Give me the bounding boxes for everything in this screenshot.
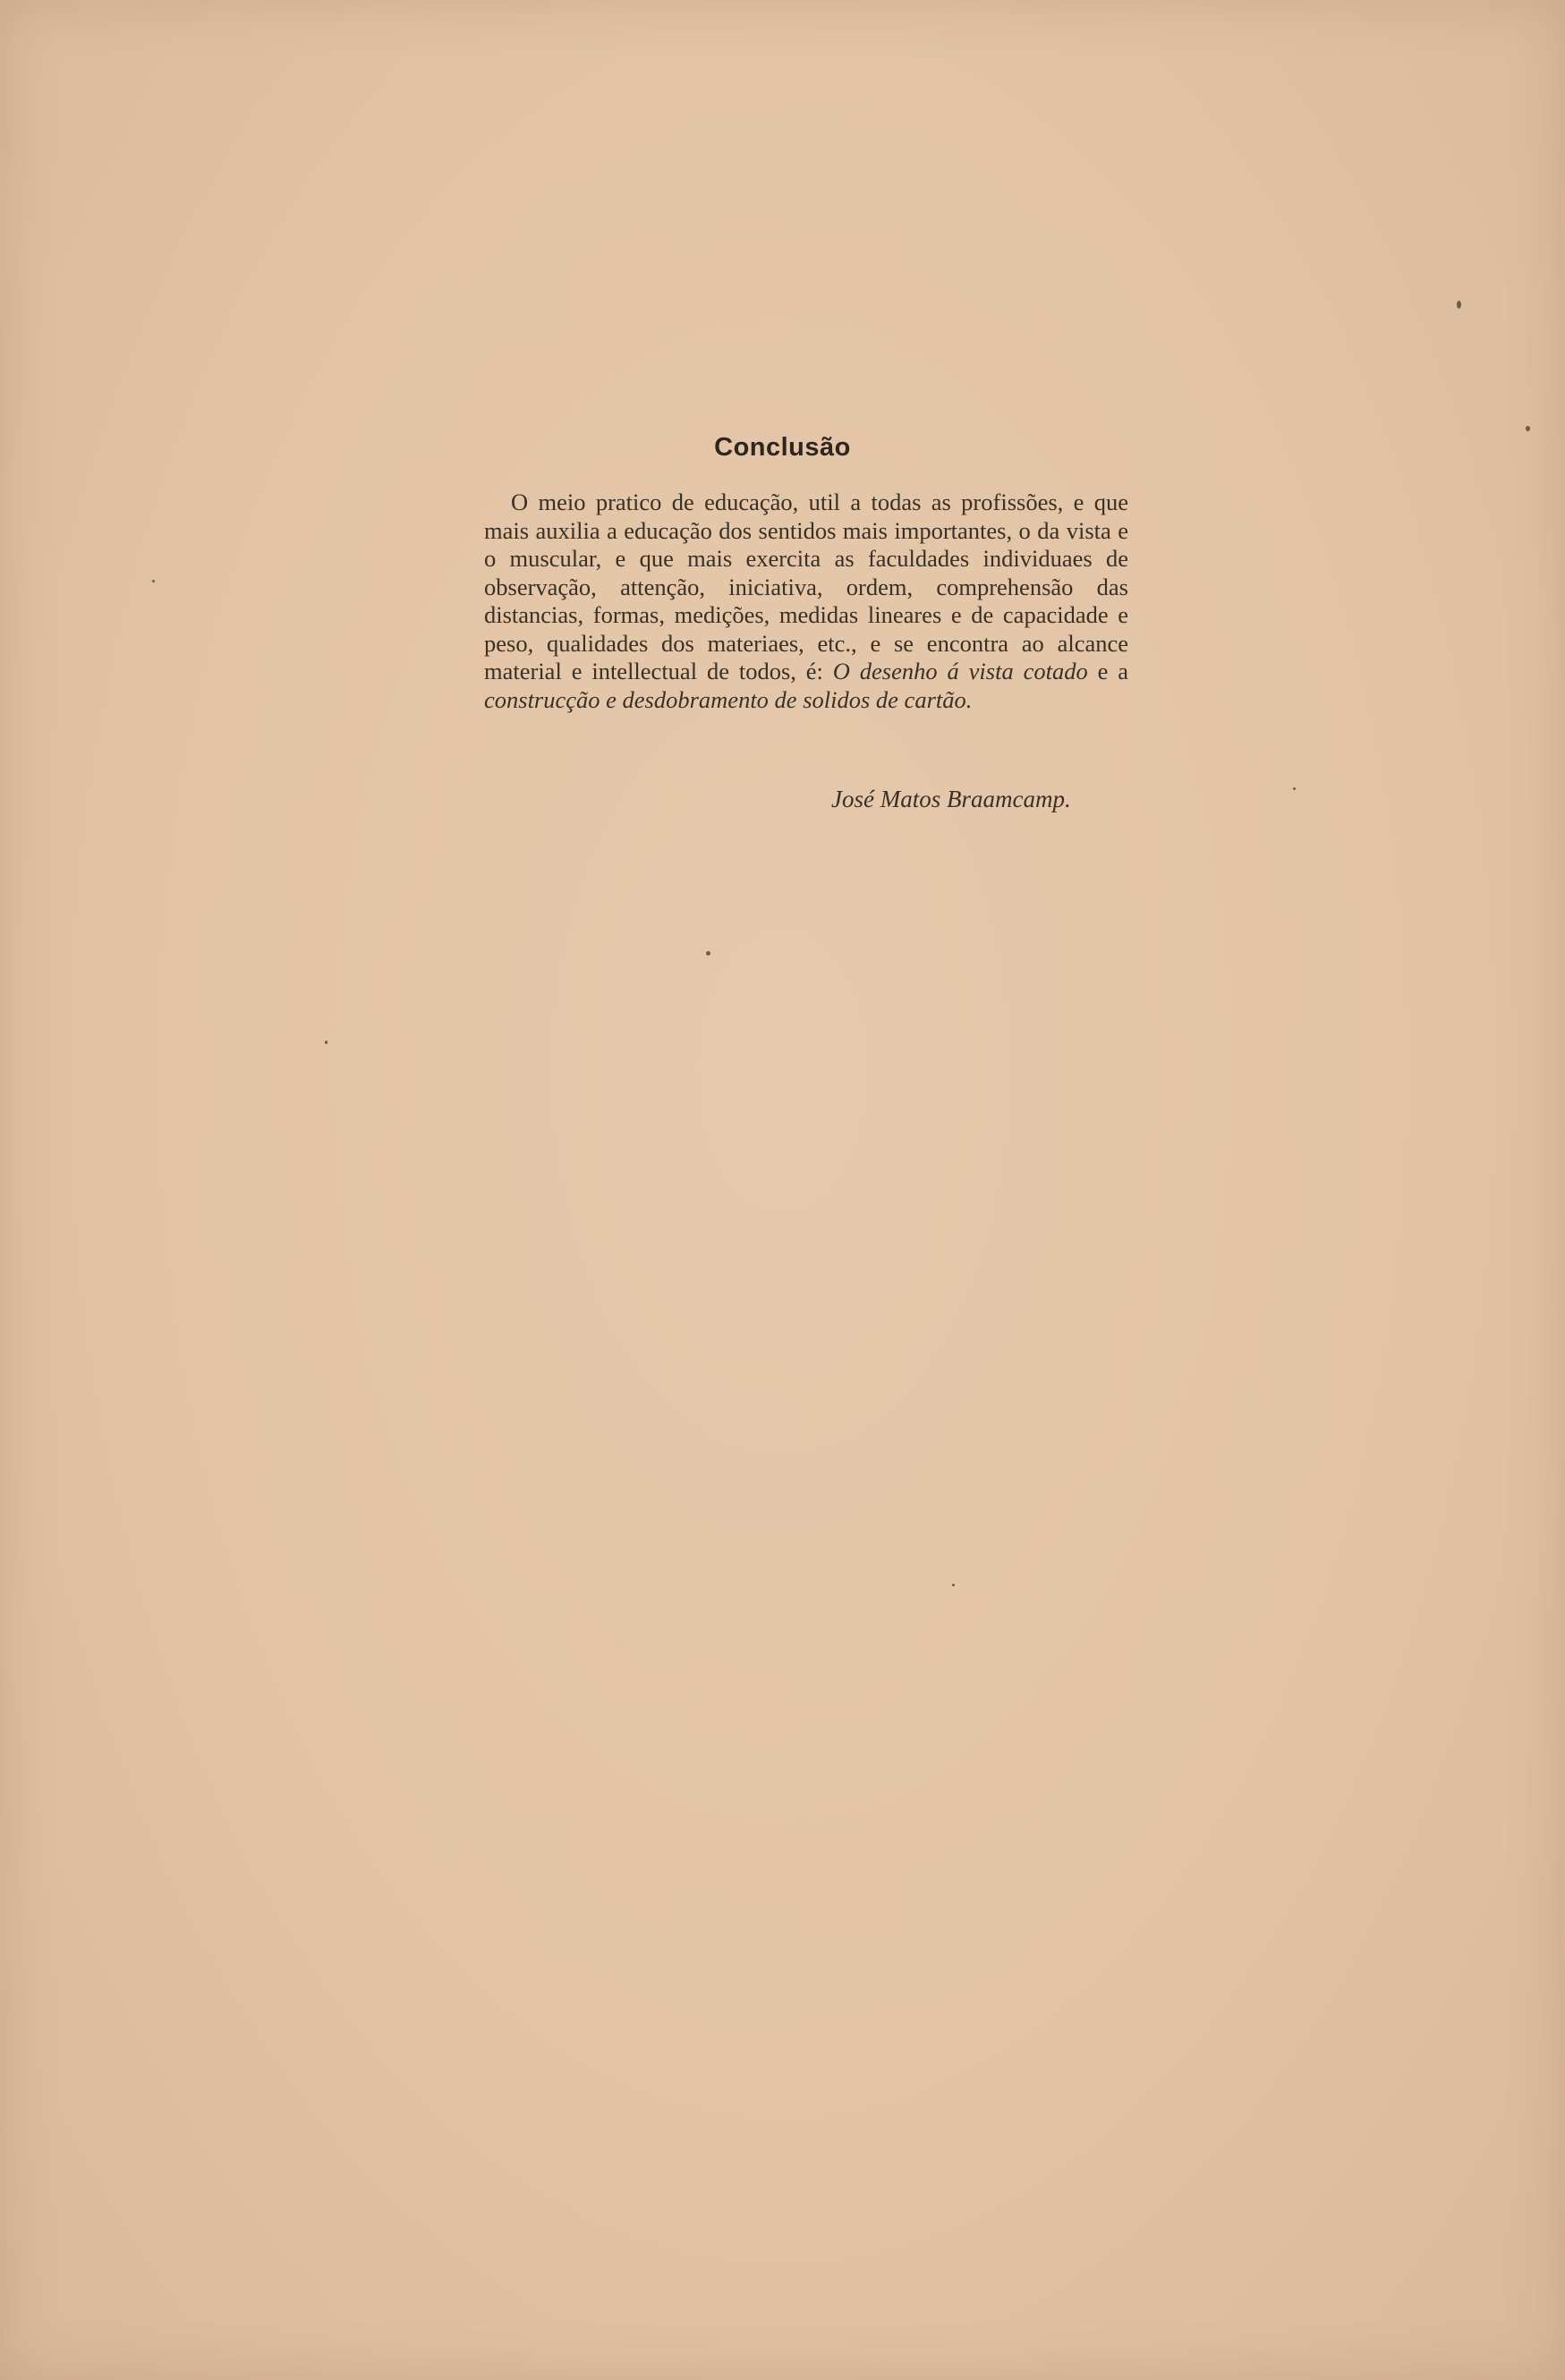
author-signature: José Matos Braamcamp. xyxy=(831,786,1071,812)
paragraph-text: e a xyxy=(1087,658,1129,684)
paper-speck xyxy=(152,580,155,582)
body-paragraph xyxy=(484,489,1128,714)
paper-speck xyxy=(325,1041,327,1044)
paper-speck xyxy=(952,1584,955,1586)
paper-speck xyxy=(706,951,710,956)
paper-speck xyxy=(1457,301,1461,309)
page-title: Conclusão xyxy=(714,433,851,462)
paragraph-italic-term: O desenho á vista cotado xyxy=(832,658,1088,684)
paragraph-text: O meio pratico de educação, util a todas as profissões, e que mais auxilia a educação dos sentidos mais importantes, o da vista e o muscular, e que mais exercita as faculdades individuaes de observação, attenção, iniciativa, ordem, comprehensão das distancias, formas, medições, medidas lineares e de capacidade e peso, qualidades dos materiaes, etc., e se encontra ao alcance material e intellectual de todos, é: xyxy=(484,489,1128,684)
paragraph-italic-term: construcção e desdobramento de solidos de cartão. xyxy=(484,685,973,713)
paper-speck xyxy=(1293,787,1296,790)
paper-speck xyxy=(1526,426,1530,431)
